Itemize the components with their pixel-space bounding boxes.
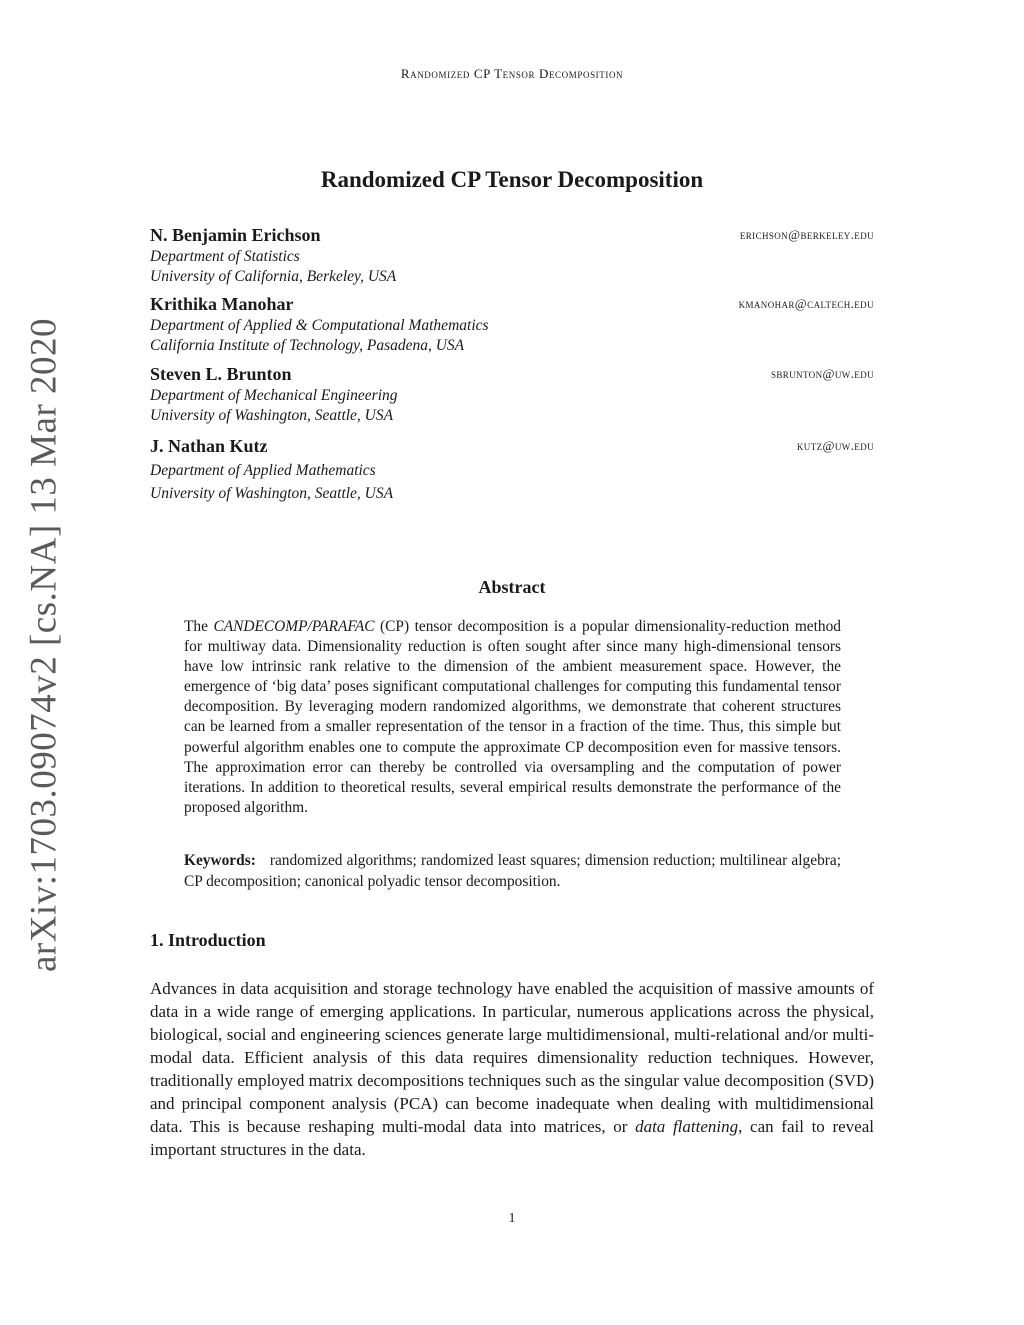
author-block (150, 225, 874, 287)
abstract-body (184, 617, 841, 818)
author-department: Department of Mechanical Engineering (150, 387, 398, 404)
abstract-heading: Abstract (478, 577, 546, 597)
keywords-label: Keywords: (184, 852, 256, 869)
page-number: 1 (508, 1211, 516, 1226)
author-institution: University of Washington, Seattle, USA (150, 407, 394, 424)
abstract-text-rest: (CP) tensor decomposition is a popular dimensionality-reduction method for multiway data. Dimensionality reduction is often sought after since many high-dimensional tensors have low intrinsic rank relative to the dimension of the ambient measurement space. However, the emergence of ‘big data’ poses significant computational challenges for computing this fundamental tensor decomposition. By leveraging modern randomized algorithms, we demonstrate that coherent structures can be learned from a smaller representation of the tensor in a fraction of the time. Thus, this simple but powerful algorithm enables one to compute the approximate CP decomposition even for massive tensors. The approximation error can thereby be controlled via oversampling and the computation of power iterations. In addition to theoretical results, several empirical results demonstrate the performance of the proposed algorithm. (184, 618, 841, 816)
running-head: Randomized CP Tensor Decomposition (400, 66, 624, 81)
author-block (150, 436, 874, 504)
paper-title: Randomized CP Tensor Decomposition (320, 167, 704, 192)
author-name: Steven L. Brunton (150, 364, 292, 384)
introduction-text-rest: , can fail to reveal important structures in the data. (150, 1117, 874, 1159)
author-name: Krithika Manohar (150, 294, 294, 314)
author-institution: University of Washington, Seattle, USA (150, 485, 394, 502)
section-heading-introduction: 1. Introduction (150, 930, 266, 950)
keywords-text: randomized algorithms; randomized least squares; dimension reduction; multilinear algebra; CP decomposition; canonical polyadic tensor decomposition. (184, 852, 841, 890)
author-block (150, 294, 874, 356)
author-department: Department of Applied & Computational Mathematics (150, 317, 489, 334)
abstract-text-start: The (184, 618, 214, 635)
abstract-italic-term: CANDECOMP/PARAFAC (213, 618, 375, 635)
introduction-text-start: Advances in data acquisition and storage technology have enabled the acquisition of massive amounts of data in a wide range of emerging applications. In particular, numerous applications across the physical, biological, social and engineering sciences generate large multidimensional, multi-relational and/or multi-modal data. Efficient analysis of this data requires dimensionality reduction techniques. However, traditionally employed matrix decompositions techniques such as the singular value decomposition (SVD) and principal component analysis (PCA) can become inadequate when dealing with multidimensional data. This is because reshaping multi-modal data into matrices, or (150, 979, 874, 1136)
introduction-body (150, 977, 874, 1161)
author-institution: University of California, Berkeley, USA (150, 268, 397, 285)
author-name: J. Nathan Kutz (150, 436, 268, 456)
author-institution: California Institute of Technology, Pasadena, USA (150, 337, 465, 354)
keywords (184, 850, 841, 892)
arxiv-stamp[interactable]: arXiv:1703.09074v2 [cs.NA] 13 Mar 2020 (23, 317, 65, 973)
author-name: N. Benjamin Erichson (150, 225, 321, 245)
author-email[interactable]: erichson@berkeley.edu (739, 227, 874, 242)
introduction-italic-term: data flattening (635, 1117, 739, 1136)
author-email[interactable]: kutz@uw.edu (796, 438, 874, 453)
author-block (150, 364, 874, 426)
author-email[interactable]: kmanohar@caltech.edu (738, 296, 874, 311)
author-department: Department of Statistics (150, 248, 300, 265)
author-email[interactable]: sbrunton@uw.edu (770, 366, 874, 381)
author-department: Department of Applied Mathematics (150, 462, 376, 479)
